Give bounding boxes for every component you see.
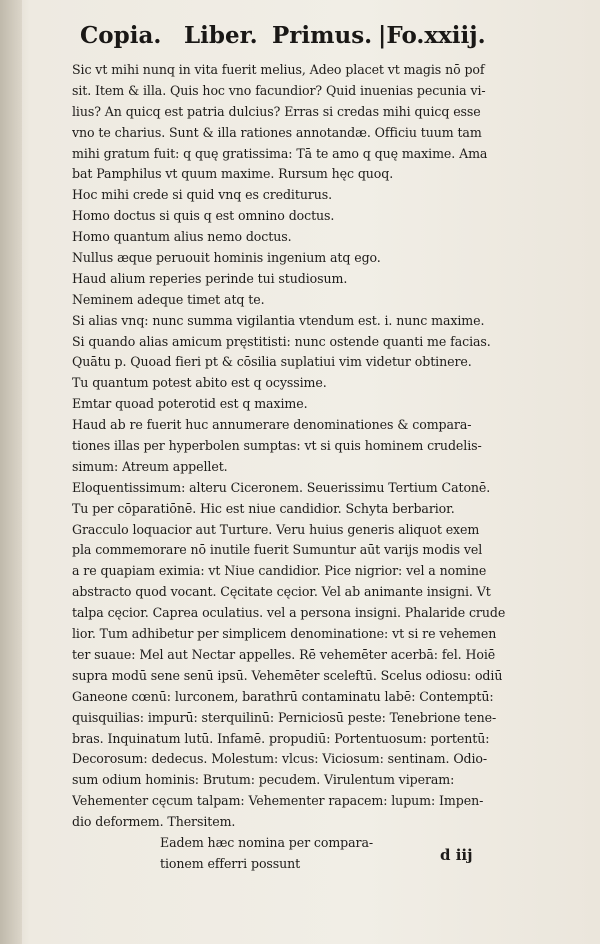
body-text-block	[72, 60, 520, 875]
text-line: Ganeone cœnū: lurconem, barathrū contaminatu labē: Contemptū:	[72, 688, 494, 704]
header-primus: Primus.	[272, 22, 373, 49]
text-line: lius? An quicq est patria dulcius? Erras si credas mihi quicq esse	[72, 103, 481, 119]
text-line: quisquilias: impurū: sterquilinū: Perniciosū peste: Tenebrione tene-	[72, 709, 497, 725]
text-line: Si quando alias amicum pręstitisti: nunc ostende quanti me facias.	[72, 333, 491, 349]
text-line: Emtar quoad poterotid est q maxime.	[72, 396, 308, 412]
text-line-indented: Eadem hæc nomina per compara-	[160, 834, 374, 850]
text-line: Gracculo loquacior aut Turture. Veru huius generis aliquot exem	[72, 521, 480, 537]
text-line: a re quapiam eximia: vt Niue candidior. Pice nigrior: vel a nomine	[72, 563, 487, 579]
text-line: Neminem adeque timet atq te.	[72, 291, 265, 307]
header-liber: Liber.	[184, 22, 258, 49]
text-line: dio deformem. Thersitem.	[72, 814, 236, 830]
text-line: mihi gratum fuit: q quę gratissima: Tā te amo q quę maxime. Ama	[72, 145, 488, 161]
running-header	[80, 22, 500, 56]
page-spine-shadow	[0, 0, 22, 944]
text-line: Sic vt mihi nunq in vita fuerit melius, Adeo placet vt magis nō pof	[72, 62, 485, 77]
text-line: Homo doctus si quis q est omnino doctus.	[72, 208, 335, 224]
text-line: Vehementer cęcum talpam: Vehementer rapacem: lupum: Impen-	[72, 793, 484, 809]
header-title-copia: Copia.	[80, 22, 162, 49]
text-line: Hoc mihi crede si quid vnq es crediturus.	[72, 187, 333, 203]
text-line: Homo quantum alius nemo doctus.	[72, 229, 292, 245]
header-folio-number: |Fo.xxiij.	[378, 22, 486, 49]
text-line: Haud ab re fuerit huc annumerare denominationes & compara-	[72, 417, 472, 433]
text-line: vno te charius. Sunt & illa rationes annotandæ. Officiu tuum tam	[72, 124, 482, 140]
text-line: lior. Tum adhibetur per simplicem denominatione: vt si re vehemen	[72, 626, 497, 642]
text-line: abstracto quod vocant. Cęcitate cęcior. Vel ab animante insigni. Vt	[72, 584, 491, 600]
text-line: tiones illas per hyperbolen sumptas: vt si quis hominem crudelis-	[72, 438, 482, 454]
text-line: Si alias vnq: nunc summa vigilantia vtendum est. i. nunc maxime.	[72, 312, 485, 328]
text-line: Eloquentissimum: alteru Ciceronem. Seuerissimu Tertium Catonē.	[72, 479, 491, 495]
text-line: Haud alium reperies perinde tui studiosum.	[72, 270, 348, 286]
text-line: ter suaue: Mel aut Nectar appelles. Rē vehemēter acerbā: fel. Hoiē	[72, 646, 496, 662]
text-line: Decorosum: dedecus. Molestum: vlcus: Viciosum: sentinam. Odio-	[72, 751, 488, 767]
text-line: Nullus æque peruouit hominis ingenium atq ego.	[72, 250, 381, 266]
text-line-indented: tionem efferri possunt	[160, 855, 301, 871]
text-line: Tu per cōparatiōnē. Hic est niue candidior. Schyta berbarior.	[72, 500, 455, 516]
text-line: sum odium hominis: Brutum: pecudem. Virulentum viperam:	[72, 772, 455, 788]
text-line: talpa cęcior. Caprea oculatius. vel a persona insigni. Phalaride crude	[72, 605, 506, 621]
text-line: supra modū sene senū ipsū. Vehemēter sceleftū. Scelus odiosu: odiū	[72, 667, 503, 683]
text-line: Tu quantum potest abito est q ocyssime.	[72, 375, 327, 391]
text-line: sit. Item & illa. Quis hoc vno facundior? Quid inuenias pecunia vi-	[72, 82, 486, 98]
text-line: bras. Inquinatum lutū. Infamē. propudiū: Portentuosum: portentū:	[72, 730, 490, 746]
text-line: simum: Atreum appellet.	[72, 458, 228, 474]
signature-mark: d iij	[440, 846, 473, 864]
text-line: bat Pamphilus vt quum maxime. Rursum hęc quoq.	[72, 166, 394, 182]
text-line: Quātu p. Quoad fieri pt & cōsilia suplatiui vim videtur obtinere.	[72, 354, 472, 370]
text-line: pla commemorare nō inutile fuerit Sumuntur aūt varijs modis vel	[72, 542, 483, 558]
